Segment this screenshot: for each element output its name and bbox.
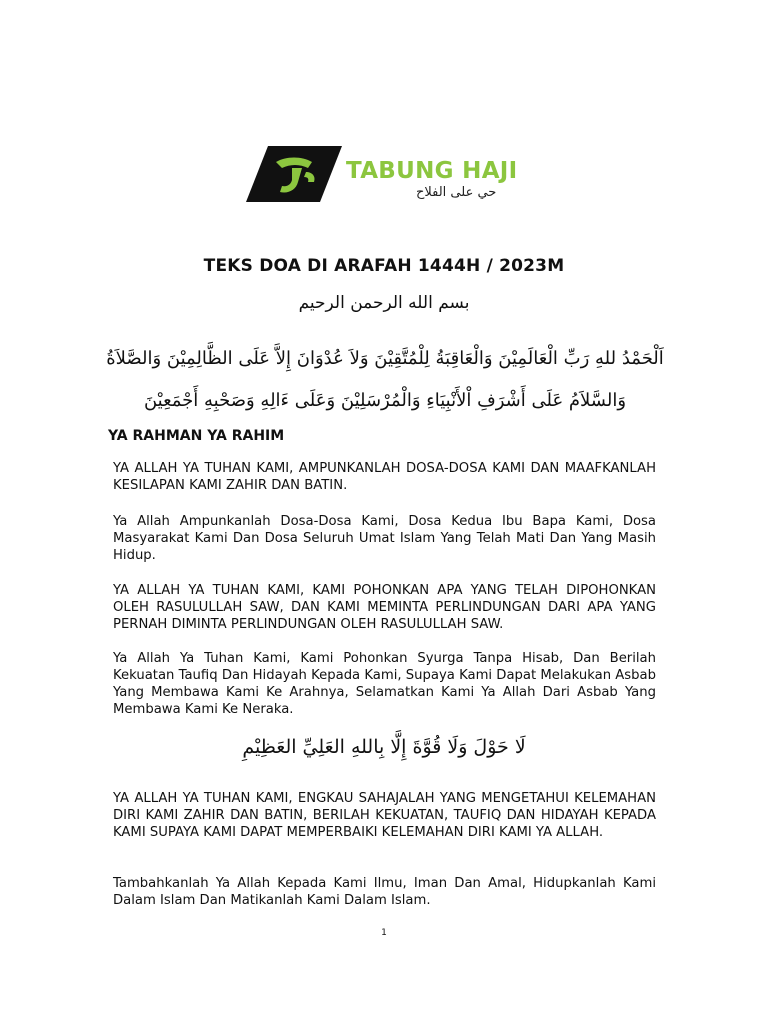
prayer-paragraph: YA ALLAH YA TUHAN KAMI, AMPUNKANLAH DOSA-DOSA KAMI DAN MAAFKANLAH KESILAPAN KAMI ZAHIR DAN BATIN. [113,461,656,493]
prayer-paragraph: Tambahkanlah Ya Allah Kepada Kami Ilmu, Iman Dan Amal, Hidupkanlah Kami Dalam Islam Dan Matikanlah Kami Dalam Islam. [113,876,656,908]
prayer-paragraph: YA ALLAH YA TUHAN KAMI, KAMI POHONKAN APA YANG TELAH DIPOHONKAN OLEH RASULULLAH SAW, DAN KAMI MEMINTA PERLINDUNGAN DARI APA YANG PERNAH DIMINTA PERLINDUNGAN OLEH RASULULLAH SAW. [113,583,656,632]
section-heading: YA RAHMAN YA RAHIM [108,428,285,444]
page-number: 1 [381,928,387,938]
prayer-paragraph: YA ALLAH YA TUHAN KAMI, ENGKAU SAHAJALAH YANG MENGETAHUI KELEMAHAN DIRI KAMI ZAHIR DAN BATIN, BERILAH KEKUATAN, TAUFIQ DAN HIDAYAH KEPADA KAMI SUPAYA KAMI DAPAT MEMPERBAIKI KELEMAHAN DIRI KAMI YA ALLAH. [113,791,656,840]
logo-brand-text: TABUNG HAJI [346,158,518,184]
document-title: TEKS DOA DI ARAFAH 1444H / 2023M [203,256,565,276]
prayer-paragraph: Ya Allah Ampunkanlah Dosa-Dosa Kami, Dosa Kedua Ibu Bapa Kami, Dosa Masyarakat Kami Dan Dosa Seluruh Umat Islam Yang Telah Mati Dan Yang Masih Hidup. [113,514,656,563]
basmala-text: بسم الله الرحمن الرحيم [298,293,470,313]
arabic-intro-text: اَلْحَمْدُ للهِ رَبِّ الْعَالَمِيْنَ وَالْعَاقِبَةُ لِلْمُتَّقِيْنَ وَلاَ عُدْوَانَ إِلاَّ عَلَى الظَّالِمِيْنَ وَالصَّلاَةُ وَالسَّلاَمُ عَلَى أَشْرَفِ اْلأَنْبِيَاءِ وَالْمُرْسَلِيْنَ وَعَلَى ءَالِهِ وَصَحْبِهِ أَجْمَعِيْنَ [106,348,664,411]
logo-arabic-tagline: حي على الفلاح [416,185,497,200]
arabic-hawqala-text: لَا حَوْلَ وَلَا قُوَّةَ إِلَّا بِاللهِ العَلِيِّ العَظِيْمِ [242,736,526,758]
logo-mark-icon [246,146,342,202]
tabung-haji-logo [246,146,546,202]
prayer-paragraph: Ya Allah Ya Tuhan Kami, Kami Pohonkan Syurga Tanpa Hisab, Dan Berilah Kekuatan Taufiq Dan Hidayah Kepada Kami, Supaya Kami Dapat Melakukan Asbab Yang Membawa Kami Ke Arahnya, Selamatkan Kami Ya Allah Dari Asbab Yang Membawa Kami Ke Neraka. [113,651,656,717]
